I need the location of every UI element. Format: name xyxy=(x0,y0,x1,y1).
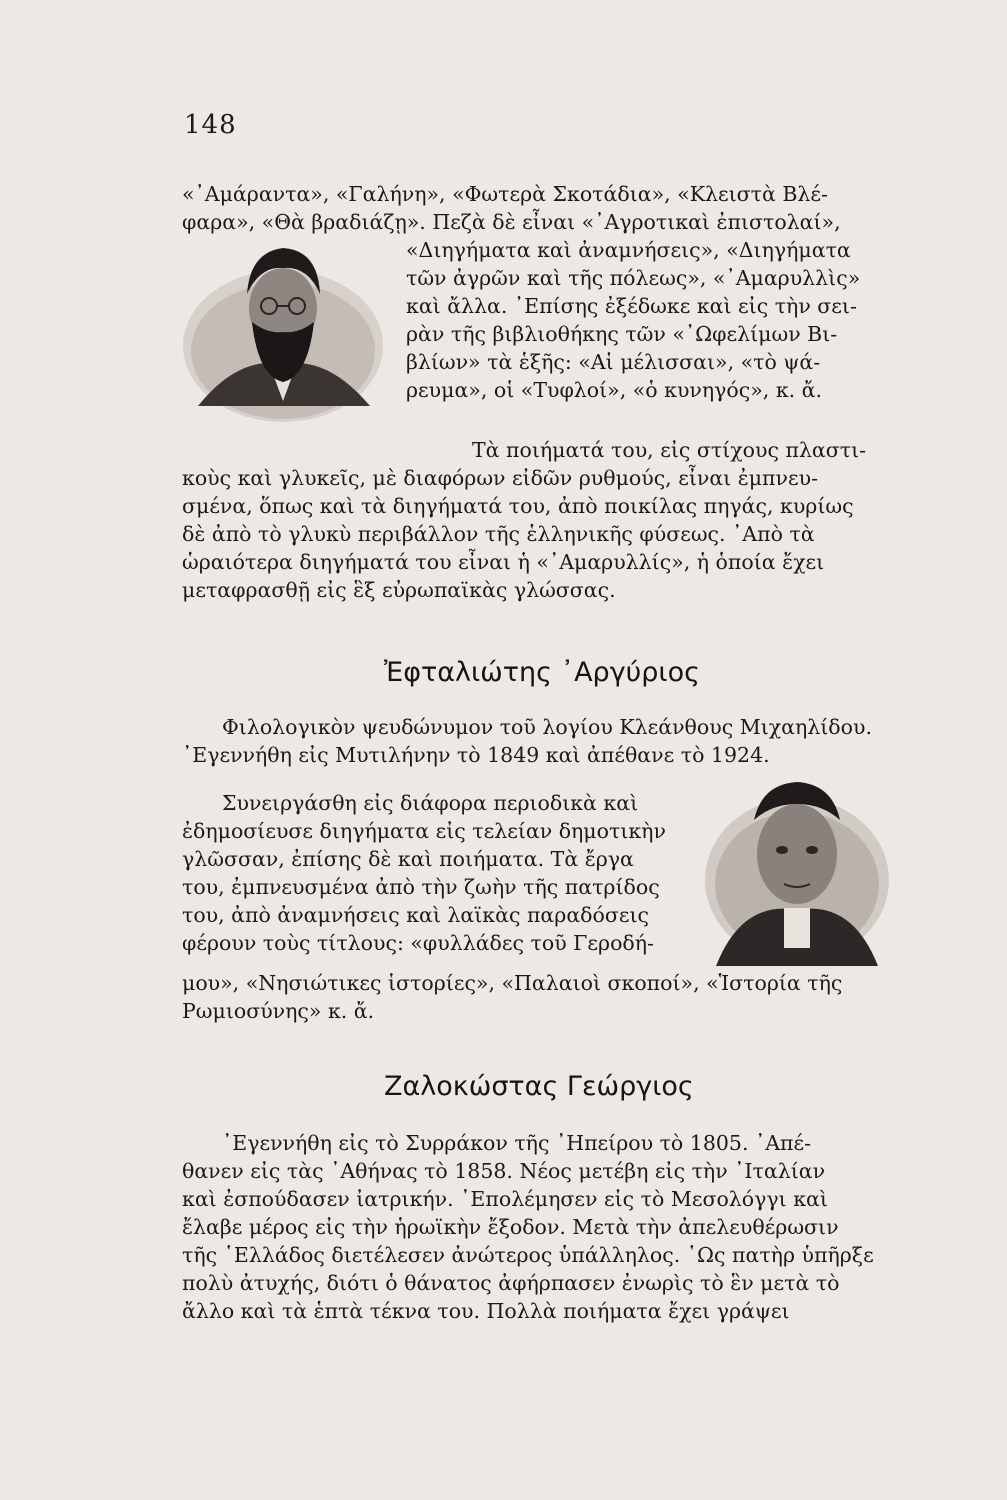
text-line: φέρουν τοὺς τίτλους: «φυλλάδες τοῦ Γεροδή- xyxy=(182,931,654,955)
text-line: φαρα», «Θὰ βραδιάζῃ». Πεζὰ δὲ εἶναι «᾿Αγροτικαὶ ἐπιστολαί», xyxy=(182,210,841,234)
text-line: δὲ ἀπὸ τὸ γλυκὺ περιβάλλον τῆς ἑλληνικῆς φύσεως. ᾿Απὸ τὰ xyxy=(182,522,815,546)
text-line: πολὺ ἀτυχής, διότι ὁ θάνατος ἀφήρπασεν ἐνωρὶς τὸ ἓν μετὰ τὸ xyxy=(182,1271,840,1295)
text-line: Συνειργάσθη εἰς διάφορα περιοδικὰ καὶ xyxy=(222,791,639,815)
text-line: «Διηγήματα καὶ ἀναμνήσεις», «Διηγήματα xyxy=(406,238,851,262)
text-line: μου», «Νησιώτικες ἱστορίες», «Παλαιοὶ σκοποί», «Ἱστορία τῆς xyxy=(182,971,843,995)
text-line: του, ἀπὸ ἀναμνήσεις καὶ λαϊκὰς παραδόσεις xyxy=(182,903,649,927)
text-line: Φιλολογικὸν ψευδώνυμον τοῦ λογίου Κλεάνθους Μιχαηλίδου. xyxy=(222,715,872,739)
text-line: του, ἐμπνευσμένα ἀπὸ τὴν ζωὴν τῆς πατρίδος xyxy=(182,875,660,899)
text-line: σμένα, ὅπως καὶ τὰ διηγήματά του, ἀπὸ ποικίλας πηγάς, κυρίως xyxy=(182,494,854,518)
text-line: Τὰ ποιήματά του, εἰς στίχους πλαστι- xyxy=(472,438,867,462)
portrait-photo-bearded-man xyxy=(178,236,388,426)
text-line: ἔλαβε μέρος εἰς τὴν ἡρωϊκὴν ἔξοδον. Μετὰ τὴν ἀπελευθέρωσιν xyxy=(182,1215,839,1239)
portrait-photo-clergyman xyxy=(702,780,892,966)
text-line: θανεν εἰς τὰς ᾿Αθήνας τὸ 1858. Νέος μετέβη εἰς τὴν ᾿Ιταλίαν xyxy=(182,1159,826,1183)
section-heading-eftaliotis: Ἐφταλιώτης ᾿Αργύριος xyxy=(384,657,700,688)
text-line: βλίων» τὰ ἑξῆς: «Αἱ μέλισσαι», «τὸ ψά- xyxy=(406,350,821,374)
section-heading-zalokostas: Ζαλοκώστας Γεώργιος xyxy=(384,1071,694,1102)
text-line: ἄλλο καὶ τὰ ἑπτὰ τέκνα του. Πολλὰ ποιήματα ἔχει γράψει xyxy=(182,1299,790,1323)
text-line: μεταφρασθῇ εἰς ἓξ εὐρωπαϊκὰς γλώσσας. xyxy=(182,578,616,602)
text-line: ᾿Εγεννήθη εἰς Μυτιλήνην τὸ 1849 καὶ ἀπέθανε τὸ 1924. xyxy=(182,743,770,767)
text-line: γλῶσσαν, ἐπίσης δὲ καὶ ποιήματα. Τὰ ἔργα xyxy=(182,847,634,871)
text-line: κοὺς καὶ γλυκεῖς, μὲ διαφόρων εἰδῶν ρυθμούς, εἶναι ἐμπνευ- xyxy=(182,466,819,490)
text-line: τῆς ῾Ελλάδος διετέλεσεν ἀνώτερος ὑπάλληλος. ῾Ως πατὴρ ὑπῆρξε xyxy=(182,1243,874,1267)
text-line: καὶ ἄλλα. ᾿Επίσης ἐξέδωκε καὶ εἰς τὴν σει- xyxy=(406,294,857,318)
text-line: ᾿Εγεννήθη εἰς τὸ Συρράκον τῆς ᾿Ηπείρου τὸ 1805. ᾿Απέ- xyxy=(222,1131,812,1155)
text-line: ἐδημοσίευσε διηγήματα εἰς τελείαν δημοτικὴν xyxy=(182,819,666,843)
text-line: ρὰν τῆς βιβλιοθήκης τῶν «᾿Ωφελίμων Βι- xyxy=(406,322,838,346)
text-line: ρευμα», οἱ «Τυφλοί», «ὁ κυνηγός», κ. ἄ. xyxy=(406,378,823,402)
text-line: τῶν ἀγρῶν καὶ τῆς πόλεως», «᾿Αμαρυλλὶς» xyxy=(406,266,861,290)
text-line: Ρωμιοσύνης» κ. ἄ. xyxy=(182,999,375,1023)
page-number: 148 xyxy=(184,110,237,140)
text-line: καὶ ἐσπούδασεν ἰατρικήν. ᾿Επολέμησεν εἰς τὸ Μεσολόγγι καὶ xyxy=(182,1187,828,1211)
text-line: «᾿Αμάραντα», «Γαλήνη», «Φωτερὰ Σκοτάδια», «Κλειστὰ Βλέ- xyxy=(182,182,828,206)
text-line: ὡραιότερα διηγήματά του εἶναι ἡ «᾿Αμαρυλλίς», ἡ ὁποία ἔχει xyxy=(182,550,825,574)
